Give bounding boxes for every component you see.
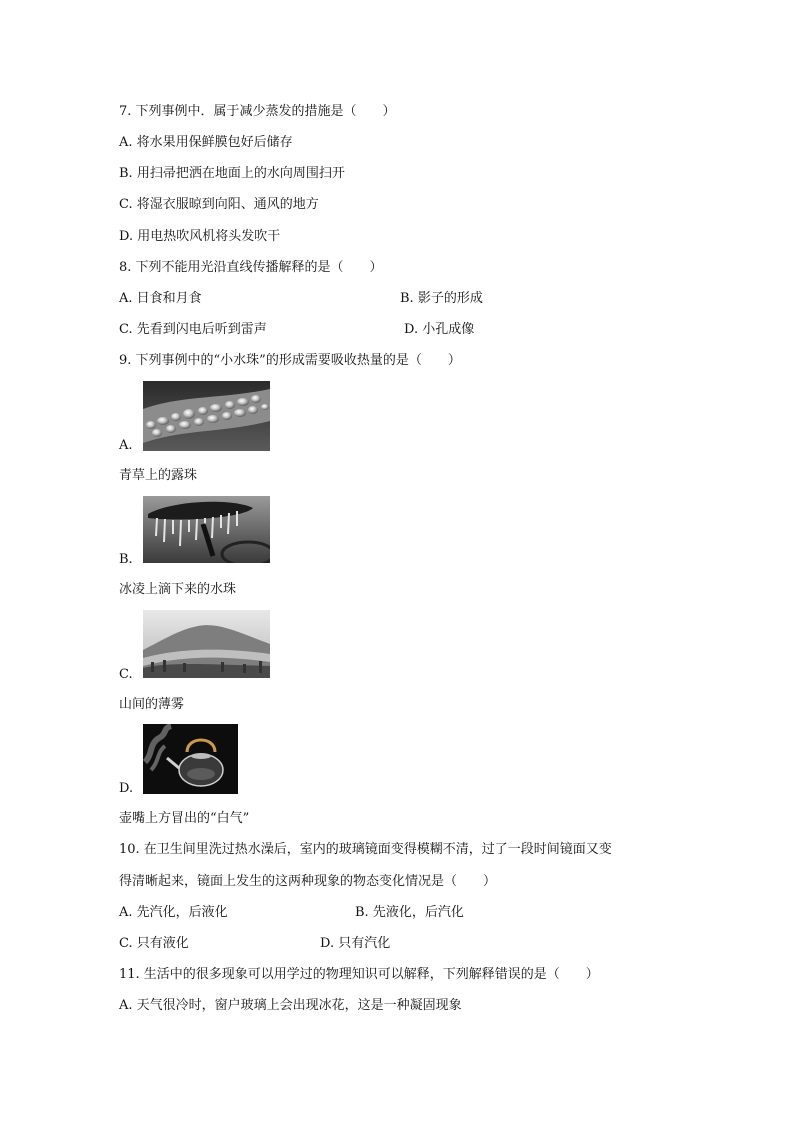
- q9-stem: 9. 下列事例中的“小水珠”的形成需要吸收热量的是（ ）: [119, 353, 461, 368]
- q10-stem-line2: 得清晰起来，镜面上发生的这两种现象的物态变化情况是（ ）: [119, 874, 497, 889]
- q10-option-d: D. 只有汽化: [320, 936, 391, 951]
- q10-option-c: C. 只有液化: [119, 936, 189, 951]
- icicle-seat-image: [143, 496, 270, 563]
- q9-option-d-letter: D.: [119, 781, 134, 796]
- q8-option-b: B. 影子的形成: [400, 291, 483, 306]
- q7-option-a: A. 将水果用保鲜膜包好后储存: [119, 135, 293, 150]
- q7-option-c: C. 将湿衣服晾到向阳、通风的地方: [119, 197, 319, 212]
- q10-stem-line1: 10. 在卫生间里洗过热水澡后，室内的玻璃镜面变得模糊不清，过了一段时间镜面又变: [119, 842, 612, 857]
- q9-option-d-caption: 壶嘴上方冒出的“白气”: [119, 811, 250, 826]
- q8-option-a: A. 日食和月食: [119, 291, 202, 306]
- q9-option-c-letter: C.: [119, 667, 133, 682]
- kettle-steam-image: [143, 724, 238, 794]
- q7-option-b: B. 用扫帚把洒在地面上的水向周围扫开: [119, 166, 345, 181]
- q8-stem: 8. 下列不能用光沿直线传播解释的是（ ）: [119, 260, 383, 275]
- q9-option-a-letter: A.: [119, 438, 133, 453]
- q11-option-a: A. 天气很冷时，窗户玻璃上会出现冰花，这是一种凝固现象: [119, 998, 462, 1013]
- q10-option-a: A. 先汽化，后液化: [119, 905, 228, 920]
- q7-option-d: D. 用电热吹风机将头发吹干: [119, 229, 281, 244]
- q9-option-c-caption: 山间的薄雾: [119, 697, 185, 712]
- q10-option-b: B. 先液化，后汽化: [355, 905, 464, 920]
- mountain-mist-image: [143, 610, 270, 678]
- q8-option-c: C. 先看到闪电后听到雷声: [119, 322, 267, 337]
- dew-drops-image: [143, 381, 270, 451]
- q9-option-a-caption: 青草上的露珠: [119, 468, 198, 483]
- q11-stem: 11. 生活中的很多现象可以用学过的物理知识可以解释，下列解释错误的是（ ）: [119, 967, 599, 982]
- q7-stem: 7. 下列事例中．属于减少蒸发的措施是（ ）: [119, 104, 396, 119]
- q9-option-b-letter: B.: [119, 552, 133, 567]
- q8-option-d: D. 小孔成像: [404, 322, 475, 337]
- q9-option-b-caption: 冰凌上滴下来的水珠: [119, 582, 237, 597]
